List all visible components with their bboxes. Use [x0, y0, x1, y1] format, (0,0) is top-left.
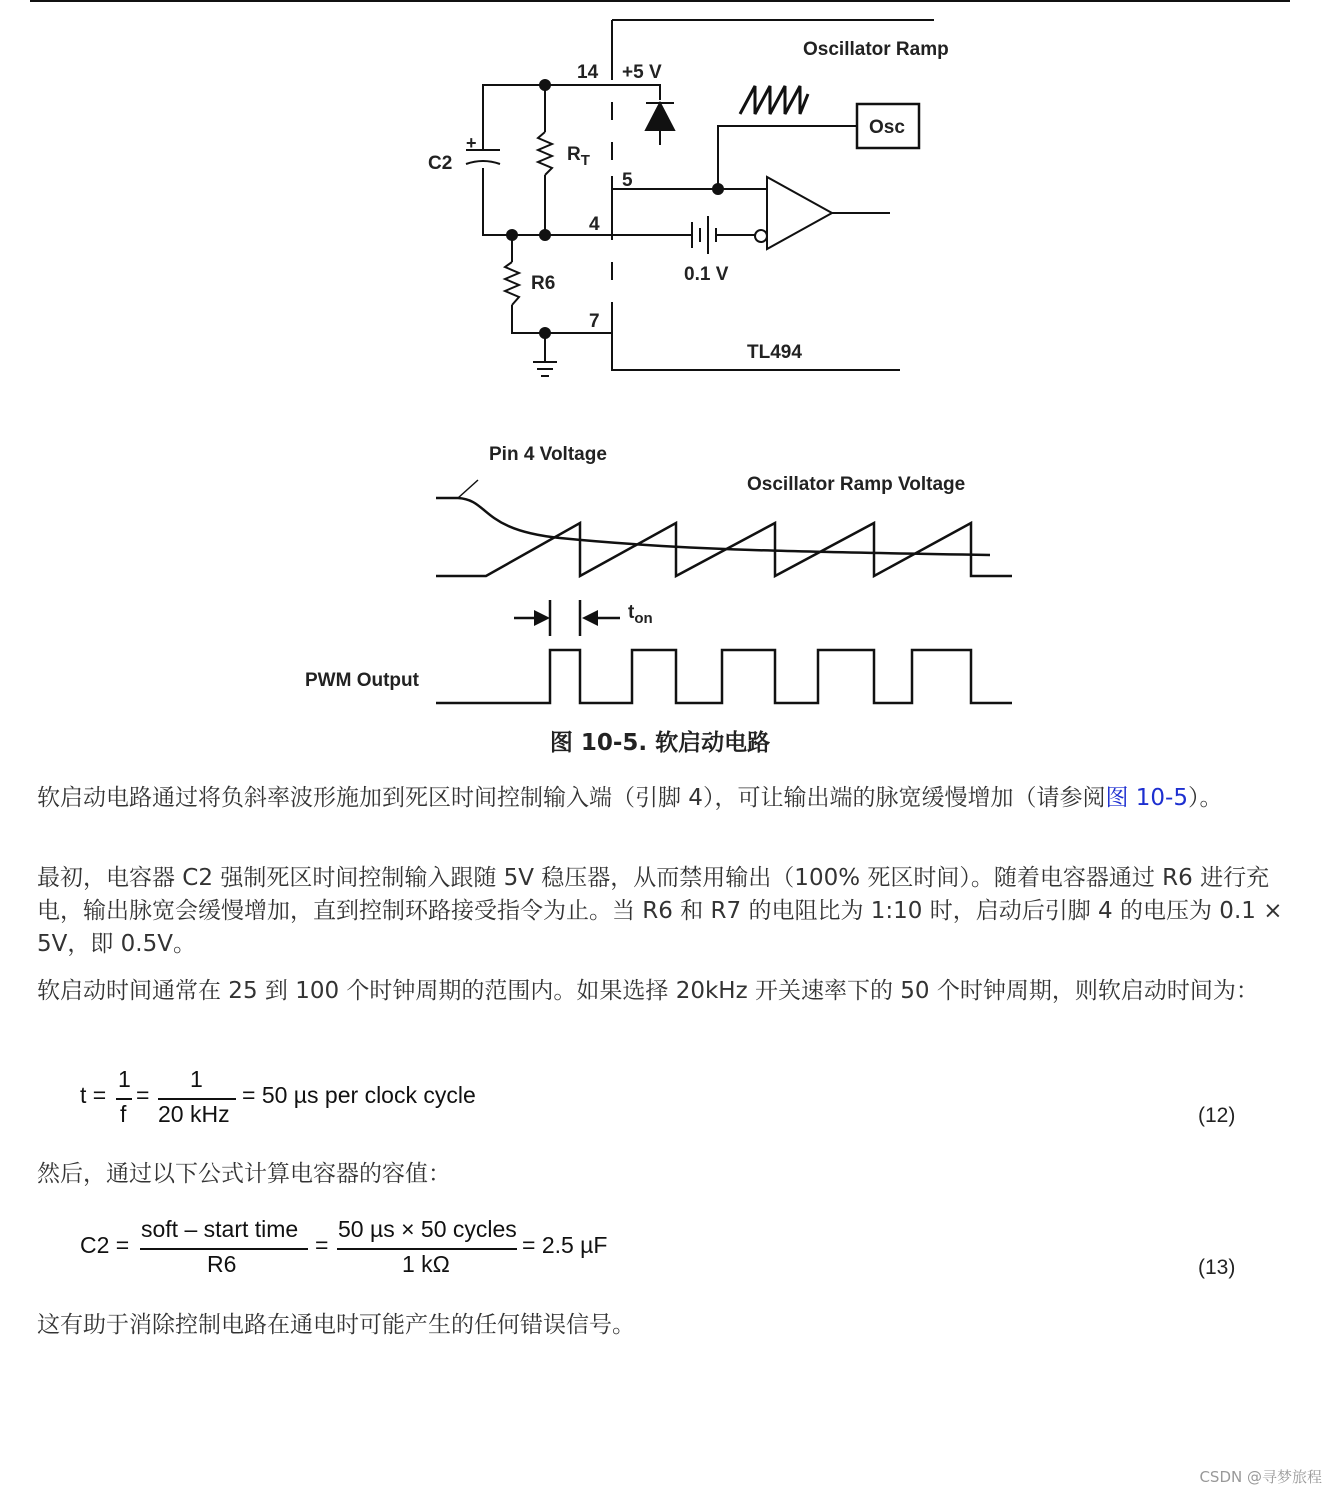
pin4-pointer — [458, 480, 478, 498]
equation-12-number: (12) — [1198, 1104, 1236, 1127]
pin4-voltage-label: Pin 4 Voltage — [489, 444, 607, 465]
battery — [692, 216, 755, 254]
paragraph-5: 这有助于消除控制电路在通电时可能产生的任何错误信号。 — [37, 1312, 635, 1338]
pin4-voltage-curve — [436, 498, 990, 555]
v01-label: 0.1 V — [684, 264, 729, 285]
pwm-output-wave — [436, 650, 1012, 703]
paragraph-3: 软启动时间通常在 25 到 100 个时钟周期的范围内。如果选择 20kHz 开关速率下的 50 个时钟周期，则软启动时间为： — [37, 978, 1259, 1004]
oscillator-ramp-label: Oscillator Ramp — [803, 39, 949, 60]
comparator-invert — [755, 230, 767, 242]
c2-label: C2 — [428, 153, 453, 174]
eq12-frac2-den: 20 kHz — [158, 1101, 230, 1127]
rt-resistor — [538, 132, 552, 175]
osc-label: Osc — [869, 117, 905, 138]
waveform-diagram — [436, 480, 1012, 703]
rt-label: $R_T$ — [567, 144, 590, 169]
pin7-label: 7 — [589, 311, 600, 332]
ton-arrowheads — [534, 610, 598, 626]
watermark: CSDN @寻梦旅程 — [1199, 1468, 1322, 1486]
paragraph-4: 然后，通过以下公式计算电容器的容值： — [37, 1161, 451, 1187]
pin5-label: 5 — [622, 170, 633, 191]
eq12-frac1-den: f — [120, 1101, 127, 1127]
equation-13-number: (13) — [1198, 1256, 1236, 1279]
waveform-labels — [305, 444, 965, 691]
p1-tail: ）。 — [1187, 785, 1223, 811]
eq12-frac1-num: 1 — [118, 1066, 131, 1092]
eq13-frac1-bar — [140, 1248, 308, 1250]
pin14-label: 14 — [577, 62, 599, 83]
r6-resistor — [505, 262, 519, 305]
p1-text: 软启动电路通过将负斜率波形施加到死区时间控制输入端（引脚 4），可让输出端的脉宽缓慢增加（请参阅 — [37, 785, 1106, 811]
soft-start-figure — [0, 0, 1338, 720]
eq12-eq: = — [136, 1082, 150, 1108]
pwm-output-label: PWM Output — [305, 670, 419, 691]
eq13-frac2-den: 1 kΩ — [402, 1251, 450, 1277]
paragraph-2: 最初，电容器 C2 强制死区时间控制输入跟随 5V 稳压器，从而禁用输出（100% 死区时间）。随着电容器通过 R6 进行充电，输出脉宽会缓慢增加，直到控制环路接受指令为止。当 R6 和 R7 的电阻比为 1:10 时，启动后引脚 4 的电压为 0.1 × 5V，即 0.5V。 — [37, 865, 1283, 957]
eq13-frac2-num: 50 µs × 50 cycles — [338, 1216, 517, 1242]
diode-body — [646, 103, 674, 130]
eq12-frac2-bar — [158, 1098, 236, 1100]
eq13-lhs: C2 = — [80, 1232, 130, 1258]
eq12-lhs: t = — [80, 1082, 107, 1108]
r6-label: R6 — [531, 273, 556, 294]
circuit-labels — [428, 39, 949, 363]
c2-plate-bottom — [466, 161, 500, 164]
eq13-frac2-bar — [337, 1248, 517, 1250]
eq12-rhs: = 50 µs per clock cycle — [242, 1082, 476, 1108]
eq13-frac1-den: R6 — [207, 1251, 237, 1277]
pin4-label: 4 — [589, 214, 600, 235]
eq12-frac2-num: 1 — [190, 1066, 203, 1092]
ground-symbol — [533, 362, 557, 376]
c2-plus-label: + — [466, 133, 477, 153]
eq12-frac1-bar — [116, 1098, 132, 1100]
ton-label: $t_{on}$ — [628, 602, 653, 627]
tl494-label: TL494 — [747, 342, 802, 363]
pin14-wire — [545, 85, 660, 100]
eq13-frac1-num: soft – start time — [141, 1216, 299, 1242]
ramp-voltage-label: Oscillator Ramp Voltage — [747, 474, 966, 495]
comparator — [767, 177, 832, 249]
figure-link[interactable]: 图 10-5 — [1105, 785, 1188, 811]
ramp-symbol — [740, 86, 808, 114]
figure-caption: 图 10-5. 软启动电路 — [549, 730, 771, 756]
equation-12 — [80, 1066, 580, 1130]
osc-wire — [718, 126, 857, 189]
c2-wire — [483, 85, 545, 235]
eq13-eq: = — [315, 1232, 329, 1258]
circuit-diagram — [466, 20, 934, 376]
equation-13 — [80, 1216, 680, 1280]
paragraph-1 — [37, 782, 1287, 815]
plus5v-label: +5 V — [622, 62, 662, 83]
eq13-rhs: = 2.5 µF — [522, 1232, 608, 1258]
circuit-dots — [506, 79, 724, 339]
